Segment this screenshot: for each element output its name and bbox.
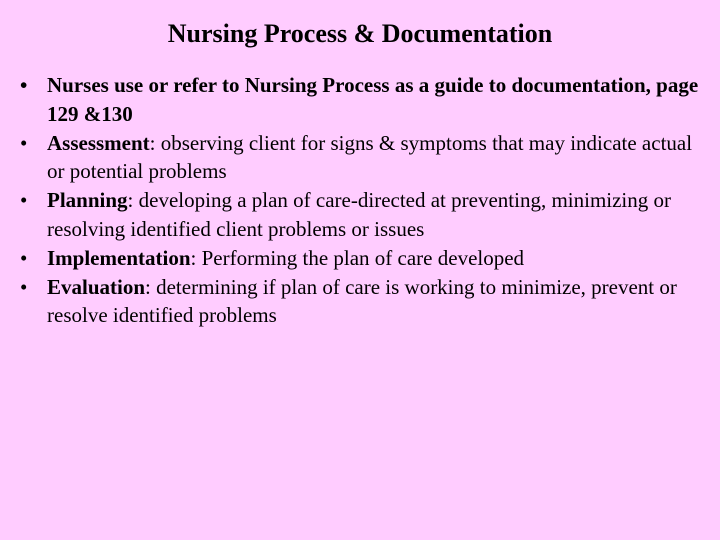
bullet-item-planning (20, 186, 700, 244)
bullet-item-implementation (20, 244, 700, 273)
bullet-icon: • (20, 130, 28, 155)
bullet-term: Planning (47, 188, 128, 213)
bullet-icon: • (20, 188, 28, 213)
bullet-text: : Performing the plan of care developed (190, 245, 525, 270)
bullet-item-nursing-process (20, 71, 700, 129)
bullet-text: : determining if plan of care is working to minimize, prevent or resolve identified problems (47, 274, 677, 328)
bullet-item-assessment (20, 129, 700, 187)
bullet-icon: • (20, 245, 28, 270)
bullet-icon: • (20, 73, 28, 97)
bullet-item-evaluation (20, 273, 700, 331)
bullet-text: Nurses use or refer to Nursing Process as a guide to documentation, page 129 &130 (47, 73, 699, 126)
slide-title: Nursing Process & Documentation (167, 19, 553, 48)
bullet-text: : developing a plan of care-directed at preventing, minimizing or resolving identified client problems or issues (47, 188, 672, 241)
bullet-term: Evaluation (47, 274, 146, 299)
bullet-list (20, 71, 700, 330)
bullet-text: : observing client for signs & symptoms that may indicate actual or potential problems (47, 130, 693, 184)
bullet-term: Assessment (47, 130, 150, 155)
bullet-icon: • (20, 274, 28, 299)
bullet-term: Implementation (47, 245, 191, 270)
